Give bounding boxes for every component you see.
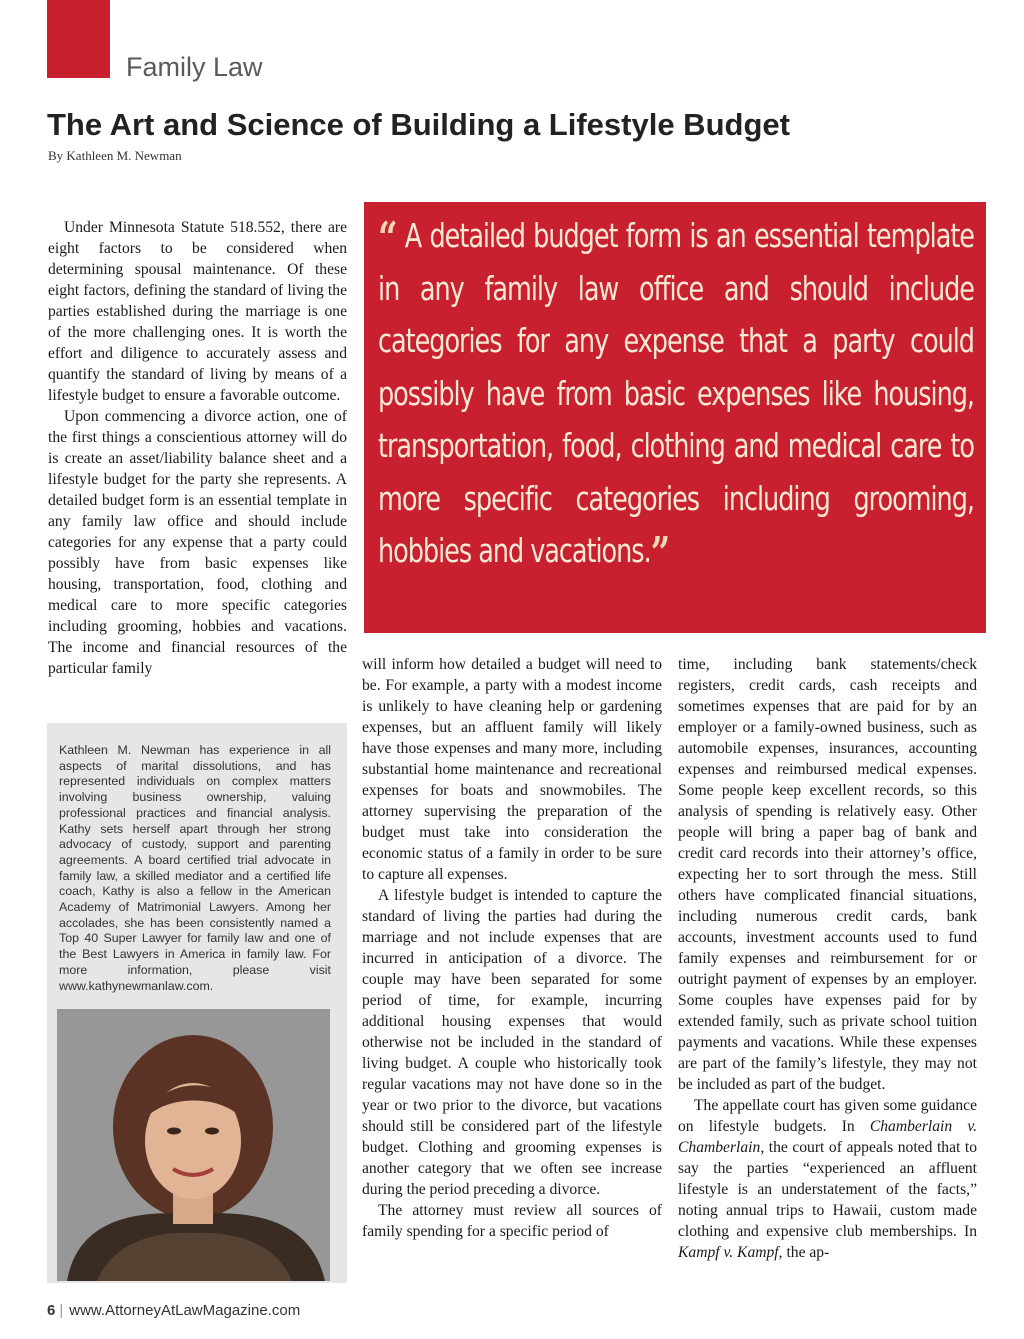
- footer-url: www.AttorneyAtLawMagazine.com: [69, 1302, 301, 1319]
- paragraph: A lifestyle budget is intended to capture the standard of living the parties had during the marriage and not include expenses that are incurred in anticipation of a divorce. The couple may have been separated for some period of time, for example, incurring additional housing expenses that would otherwise not be included in the standard of living budget. A couple who historically took regular vacations may not have done so in the year or two prior to the divorce, but vacations should still be considered part of the lifestyle budget. Clothing and grooming expenses is another category that we often see increase during the period preceding a divorce.: [362, 887, 662, 1198]
- paragraph: Under Minnesota Statute 518.552, there are eight factors to be considered when determining spousal maintenance. Of these eight factors, defining the standard of living the parties established during the marriage is one of the more challenging ones. It is worth the effort and diligence to accurately assess and quantify the standard of living by means of a lifestyle budget to ensure a favorable outcome.: [48, 219, 347, 404]
- section-label: Family Law: [126, 52, 263, 82]
- article-column-3: [678, 654, 977, 1263]
- paragraph: time, including bank statements/check registers, credit cards, cash receipts and sometimes expenses that are paid for by an employer or a family-owned business, such as automobile expenses, insurances, accounting expenses and reimbursed medical expenses. Some people keep excellent records, so this analysis of spending is relatively easy. Other people will bring a paper bag of bank and credit card records into their attorney’s office, expecting her to sort through the mess. Still others have complicated financial situations, including numerous credit cards, bank accounts, investment accounts used to fund family expenses and reimbursement for or outright payment of expenses by an employer. Some couples have expenses paid for by extended family, such as private school tuition payments and vacations. While these expenses are part of the family’s lifestyle, they may not be included as part of the budget.: [678, 656, 977, 1093]
- paragraph: Upon commencing a divorce action, one of the first things a conscientious attorney will do is create an asset/liability balance sheet and a lifestyle budget for the party she represents. A detailed budget form is an essential template in any family law office and should include categories for any expense that a party could possibly have from basic expenses like housing, transportation, food, clothing and medical care to more specific categories including grooming, hobbies and vacations. The income and financial resources of the particular family: [48, 408, 347, 677]
- pull-quote-text: A detailed budget form is an essential template in any family law office and should include categories for any expense that a party could possibly have from basic expenses like housing, transportation, food, clothing and medical care to more specific categories including grooming, hobbies and vacations.: [378, 216, 974, 570]
- article-title: The Art and Science of Building a Lifestyle Budget: [47, 107, 790, 142]
- page-number: 6: [47, 1302, 56, 1319]
- paragraph: will inform how detailed a budget will need to be. For example, a party with a modest income is unlikely to have cleaning help or gardening expenses, but an affluent family will likely have those expenses and many more, including substantial home maintenance and recreational expenses for boats and snowmobiles. The attorney supervising the preparation of the budget must take into consideration the economic status of a family in order to be sure to capture all expenses.: [362, 656, 662, 883]
- section-color-block: [47, 0, 110, 78]
- paragraph: The attorney must review all sources of family spending for a specific period of: [362, 1202, 662, 1240]
- case-name: Chamberlain v. Chamberlain: [678, 1118, 977, 1156]
- article-column-2: [362, 654, 662, 1242]
- byline: By Kathleen M. Newman: [48, 148, 182, 163]
- page-footer: [47, 1302, 300, 1319]
- pull-quote: [364, 202, 986, 633]
- paragraph: The appellate court has given some guidance on lifestyle budgets. In Chamberlain v. Chamberlain, the court of appeals noted that to say the parties “experienced an affluent lifestyle is an understatement of the facts,” noting annual trips to Hawaii, custom made clothing and expensive club memberships. In Kampf v. Kampf, the ap-: [678, 1097, 977, 1261]
- author-bio-box: [47, 723, 347, 1283]
- case-name: Kampf v. Kampf: [678, 1244, 779, 1261]
- article-column-1: [48, 217, 347, 679]
- author-portrait-icon: [57, 1009, 330, 1281]
- open-quote-icon: “: [378, 213, 397, 264]
- author-photo: [57, 1009, 330, 1281]
- close-quote-icon: ”: [650, 528, 670, 579]
- author-bio: Kathleen M. Newman has experience in all aspects of marital dissolutions, and has represented individuals on complex matters involving business ownership, valuing professional practices and financial analysis. Kathy sets herself apart through her strong advocacy of custody, support and parenting agreements. A board certified trial advocate in family law, a skilled mediator and a certified life coach, Kathy is also a fellow in the American Academy of Matrimonial Lawyers. Among her accolades, she has been consistently named a Top 40 Super Lawyer for family law and one of the Best Lawyers in America in family law. For more information, please visit www.kathynewmanlaw.com.: [59, 743, 331, 993]
- footer-divider: |: [59, 1302, 64, 1319]
